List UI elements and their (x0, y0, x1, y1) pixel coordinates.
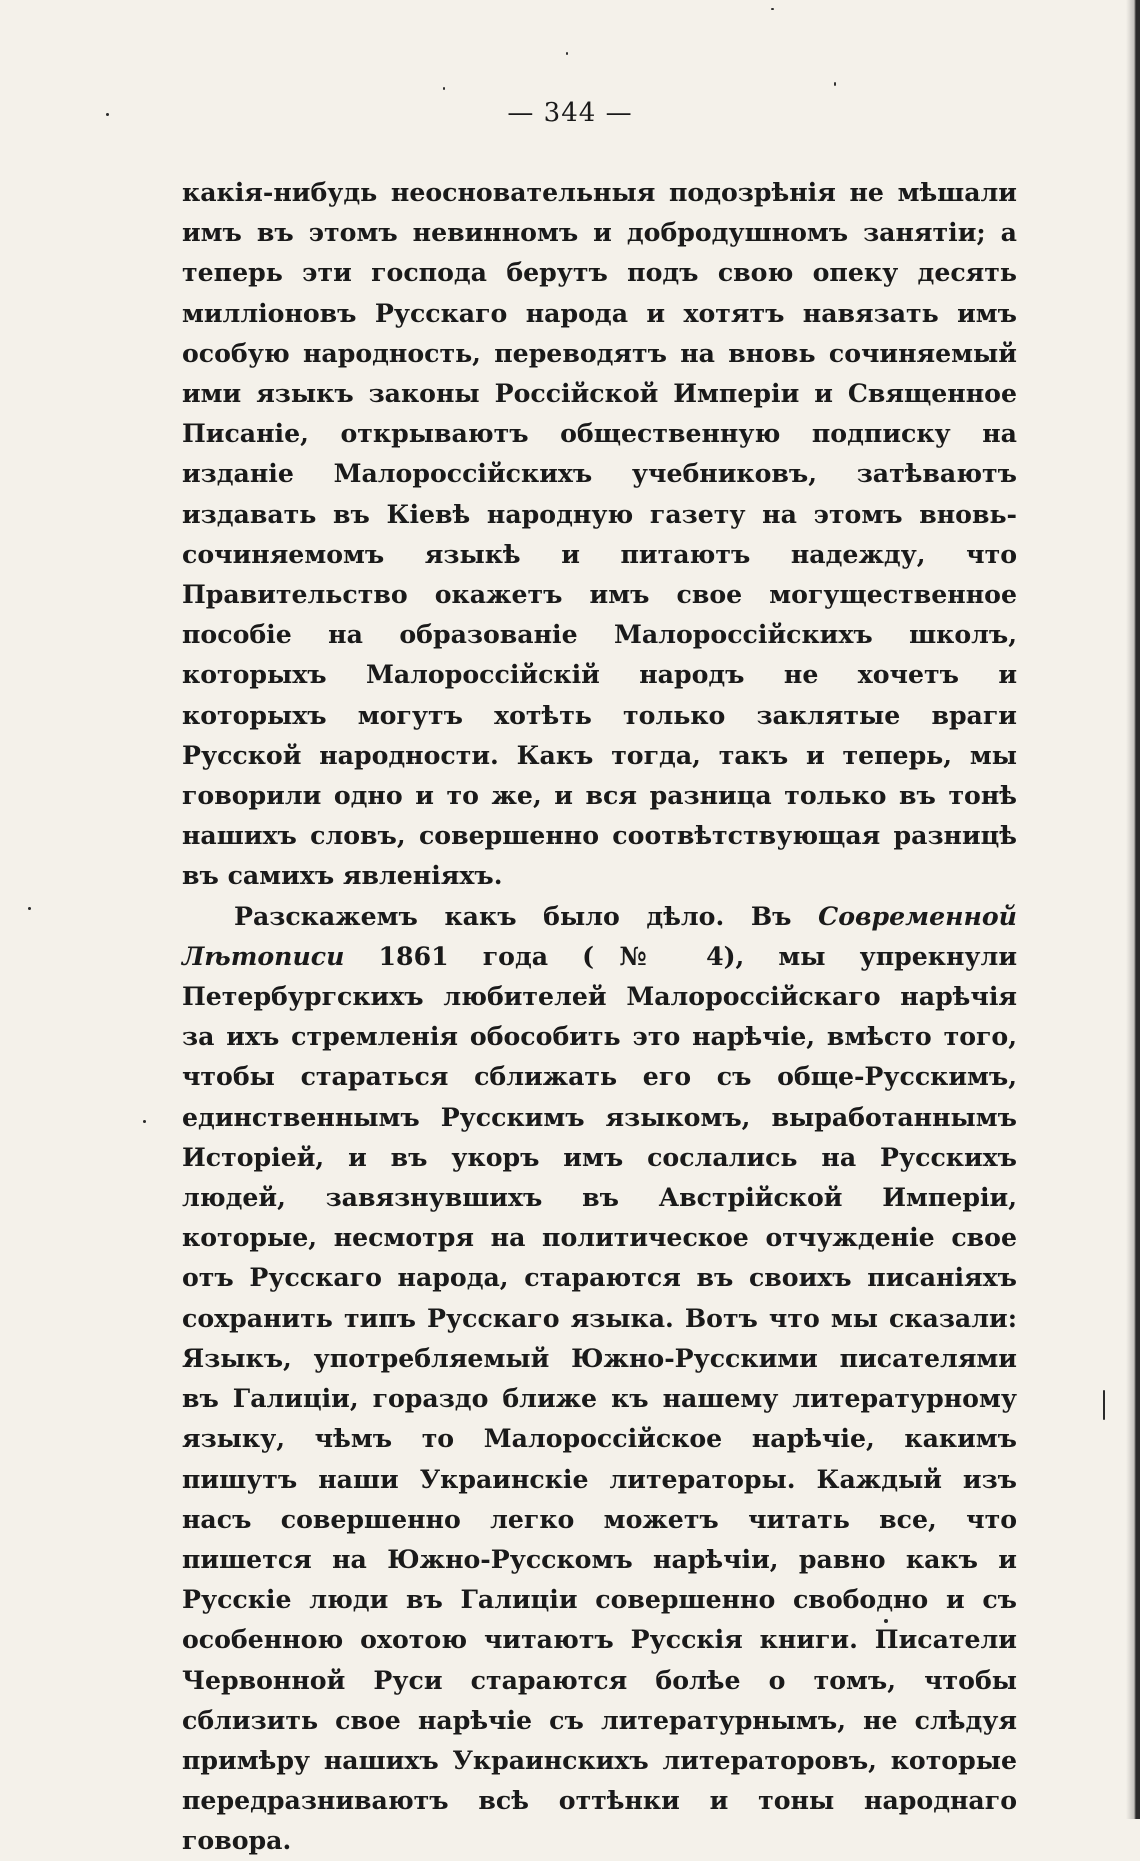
scan-speck (884, 1619, 888, 1623)
scan-speck (443, 87, 445, 90)
paragraph-2-lead: Разскажемъ какъ было дѣло. Въ (234, 900, 819, 931)
paragraph-1: какія-нибудь неосновательныя подозрѣнія не мѣшали имъ въ этомъ невинномъ и добродушномъ занятіи; а теперь эти господа берутъ подъ свою опеку десять милліоновъ Русскаго народа и хотятъ навязать имъ особую народность, переводятъ на вновь сочиняемый ими языкъ законы Россійской Имперіи и Священное Писаніе, открываютъ общественную подписку на изданіе Малороссійскихъ учебниковъ, затѣваютъ издавать въ Кіевѣ народную газету на этомъ вновь-сочиняемомъ языкѣ и питаютъ надежду, что Правительство окажетъ имъ свое могущественное пособіе на образованіе Малороссійскихъ школъ, которыхъ Малороссійскій народъ не хочетъ и которыхъ могутъ хотѣть только заклятые враги Русской народности. Какъ тогда, такъ и теперь, мы говорили одно и то же, и вся разница только въ тонѣ нашихъ словъ, совершенно соотвѣтствующая разницѣ въ самихъ явленіяхъ. (182, 177, 1017, 891)
scan-speck (28, 907, 31, 910)
scan-speck (106, 113, 109, 116)
scan-edge-shadow (1126, 0, 1140, 1819)
journal-title: Современной Лѣтописи (182, 900, 1017, 971)
scan-speck (1103, 1390, 1105, 1420)
paragraph-2-rest: 1861 года (№ 4), мы упрекнули Петербургскихъ любителей Малороссійскаго нарѣчія за ихъ стремленія обособить это нарѣчіе, вмѣсто того, чтобы стараться сближать его съ обще-Русскимъ, единственнымъ Русскимъ языкомъ, выработаннымъ Исторіей, и въ укоръ имъ сослались на Русскихъ людей, завязнувшихъ въ Австрійской Имперіи, которые, несмотря на политическое отчужденіе свое отъ Русскаго народа, стараются въ своихъ писаніяхъ сохранить типъ Русскаго языка. Вотъ что мы сказали: Языкъ, употребляемый Южно-Русскими писателями въ Галиціи, гораздо ближе къ нашему литературному языку, чѣмъ то Малороссійское нарѣчіе, какимъ пишутъ наши Украинскіе литераторы. Каждый изъ насъ совершенно легко можетъ читать все, что пишется на Южно-Русскомъ нарѣчіи, равно какъ и Русскіе люди въ Галиціи совершенно свободно и съ особенною охотою читаютъ Русскія книги. Писатели Червонной Руси стараются болѣе о томъ, чтобы сблизить свое нарѣчіе съ литературнымъ, не слѣдуя примѣру нашихъ Украинскихъ литераторовъ, которые передразниваютъ всѣ оттѣнки и тоны народнаго говора. (182, 940, 1017, 1856)
scan-speck (771, 8, 774, 10)
scan-speck (834, 82, 836, 86)
scan-speck (566, 52, 568, 55)
page-number: — 344 — (507, 98, 633, 128)
body-text (182, 172, 1017, 1861)
paragraph-2 (182, 896, 1017, 1861)
scan-speck (143, 1120, 146, 1123)
